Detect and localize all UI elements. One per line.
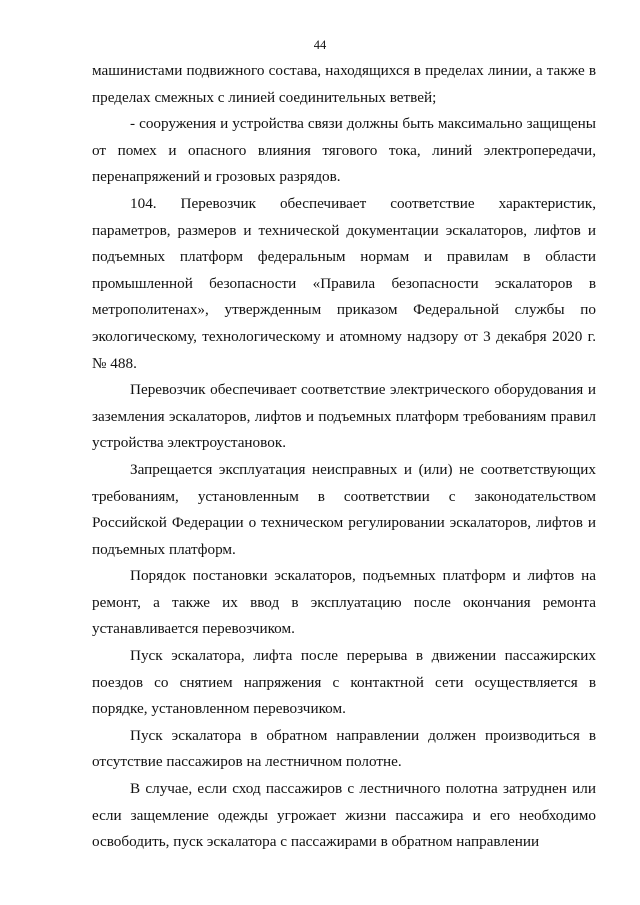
paragraph-reverse-startup: Пуск эскалатора в обратном направлении должен производиться в отсутствие пассажиров на лестничном полотне. (92, 726, 596, 771)
paragraph-communications: - сооружения и устройства связи должны быть максимально защищены от помех и опасного влияния тягового тока, линий электропередачи, перенапряжений и грозовых разрядов. (92, 115, 596, 186)
paragraph-continuation: машинистами подвижного состава, находящихся в пределах линии, а также в пределах смежных с линией соединительных ветвей; (92, 62, 596, 106)
page-number: 44 (313, 38, 327, 52)
paragraph-startup: Пуск эскалатора, лифта после перерыва в движении пассажирских поездов со снятием напряжения с контактной сети осуществляется в порядке, установленном перевозчиком. (92, 647, 596, 718)
paragraph-emergency: В случае, если сход пассажиров с лестничного полотна затруднен или если защемление одежды угрожает жизни пассажира и его необходимо освободить, пуск эскалатора с пассажирами в обратном направлении (92, 780, 596, 851)
paragraph-electrical: Перевозчик обеспечивает соответствие электрического оборудования и заземления эскалаторов, лифтов и подъемных платформ требованиям правил устройства электроустановок. (92, 381, 596, 452)
document-body (92, 58, 596, 856)
paragraph-104: 104. Перевозчик обеспечивает соответствие характеристик, параметров, размеров и технической документации эскалаторов, лифтов и подъемных платформ федеральным нормам и правилам в области промышленной безопасности «Правила безопасности эскалаторов в метрополитенах», утвержденным приказом Федеральной службы по экологическому, технологическому и атомному надзору от 3 декабря 2020 г. № 488. (92, 194, 596, 372)
paragraph-prohibition: Запрещается эксплуатация неисправных и (или) не соответствующих требованиям, установленным в соответствии с законодательством Российской Федерации о техническом регулировании эскалаторов, лифтов и подъемных платформ. (92, 460, 596, 558)
paragraph-repair-order: Порядок постановки эскалаторов, подъемных платформ и лифтов на ремонт, а также их ввод в эксплуатацию после окончания ремонта устанавливается перевозчиком. (92, 567, 596, 638)
